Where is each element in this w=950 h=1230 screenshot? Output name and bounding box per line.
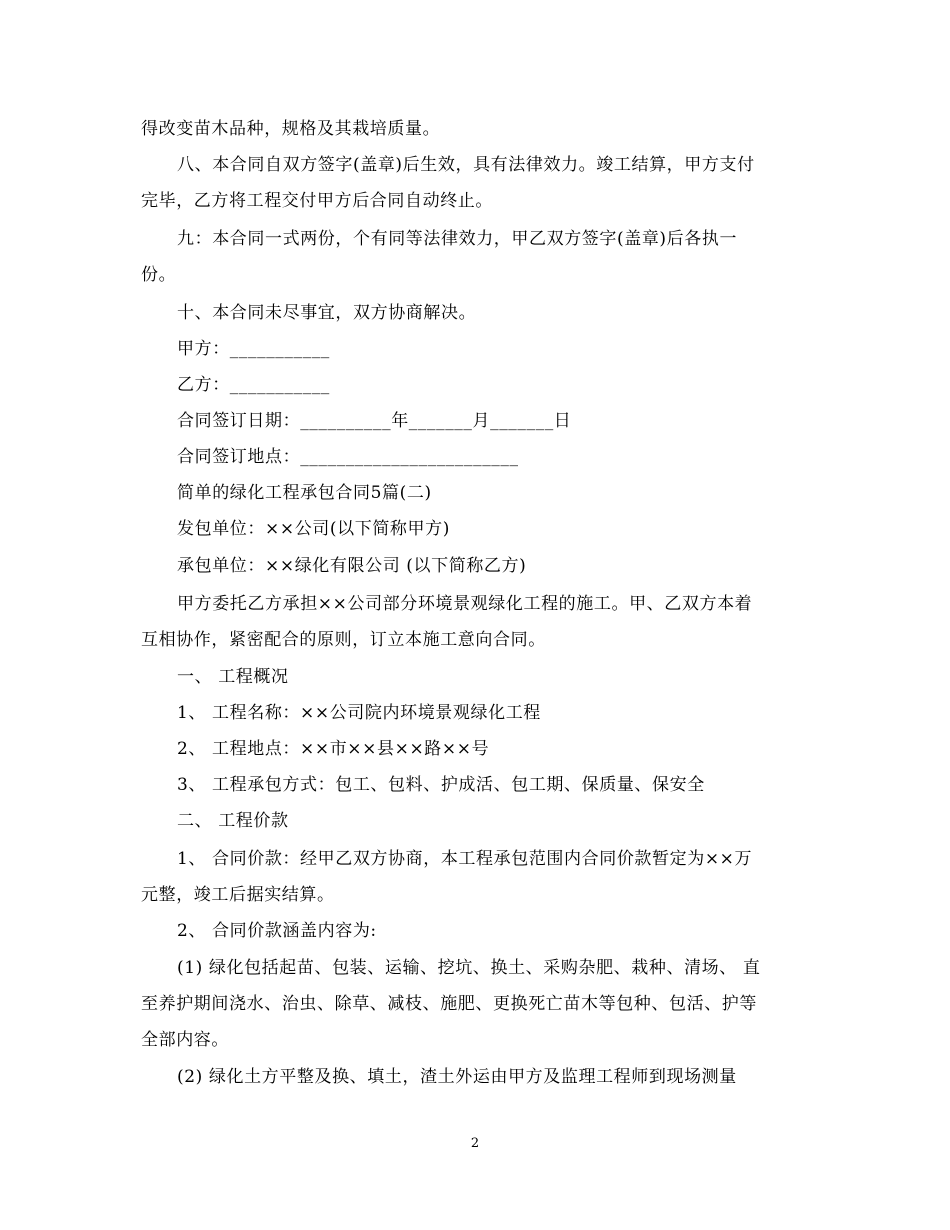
text-line: (1) 绿化包括起苗、包装、运输、挖坑、换土、采购杂肥、栽种、清场、 直	[177, 958, 761, 978]
text-line: 十、本合同未尽事宜，双方协商解决。	[177, 303, 477, 323]
text-line: 互相协作，紧密配合的原则，订立本施工意向合同。	[141, 630, 546, 650]
party-a-signature-line: 甲方：___________	[177, 339, 330, 359]
text-line: 全部内容。	[141, 1030, 229, 1050]
signing-place-line: 合同签订地点：________________________	[177, 447, 519, 467]
text-line: 甲方委托乙方承担××公司部分环境景观绿化工程的施工。甲、乙双方本着	[177, 594, 753, 614]
party-b-signature-line: 乙方：___________	[177, 375, 330, 395]
page-number: 2	[470, 1136, 480, 1151]
section-heading: 一、 工程概况	[177, 667, 289, 687]
text-line: 八、本合同自双方签字(盖章)后生效，具有法律效力。竣工结算，甲方支付	[177, 155, 755, 175]
text-line: 2、 工程地点：××市××县××路××号	[177, 739, 490, 759]
text-line: 2、 合同价款涵盖内容为:	[177, 921, 377, 941]
text-line: (2) 绿化土方平整及换、填土，渣土外运由甲方及监理工程师到现场测量	[177, 1067, 737, 1087]
text-line: 份。	[141, 265, 177, 285]
text-line: 3、 工程承包方式：包工、包料、护成活、包工期、保质量、保安全	[177, 775, 705, 795]
text-line: 得改变苗木品种，规格及其栽培质量。	[141, 119, 441, 139]
text-line: 元整，竣工后据实结算。	[141, 885, 335, 905]
text-line: 承包单位：××绿化有限公司 (以下简称乙方)	[177, 556, 527, 576]
text-line: 发包单位：××公司(以下简称甲方)	[177, 519, 450, 539]
text-line: 九：本合同一式两份，个有同等法律效力，甲乙双方签字(盖章)后各执一	[177, 229, 738, 249]
text-line: 至养护期间浇水、治虫、除草、减枝、施肥、更换死亡苗木等包种、包活、护等	[141, 994, 757, 1014]
text-line: 1、 工程名称：××公司院内环境景观绿化工程	[177, 703, 541, 723]
section-heading: 二、 工程价款	[177, 811, 289, 831]
text-line: 1、 合同价款：经甲乙双方协商，本工程承包范围内合同价款暂定为××万	[177, 849, 753, 869]
text-line: 完毕，乙方将工程交付甲方后合同自动终止。	[141, 191, 493, 211]
section-title: 简单的绿化工程承包合同5篇(二)	[177, 483, 432, 503]
signing-date-line: 合同签订日期：__________年_______月_______日	[177, 411, 572, 431]
